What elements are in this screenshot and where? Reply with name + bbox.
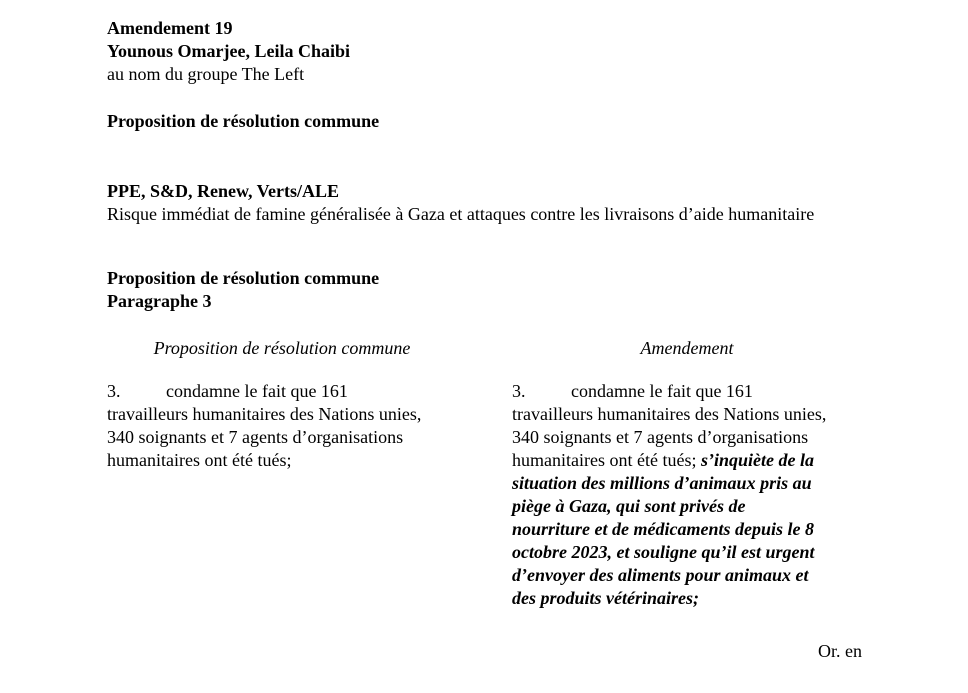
unchanged-text: humanitaires ont été tués; xyxy=(512,450,701,470)
amendment-group: au nom du groupe The Left xyxy=(107,64,305,84)
amendment-text-column xyxy=(512,380,862,610)
amendment-authors: Younous Omarjee, Leila Chaibi xyxy=(107,41,351,61)
original-text-column xyxy=(107,380,457,472)
paragraph-number: 3. xyxy=(107,381,121,401)
added-text-line: situation des millions d’animaux pris au xyxy=(512,473,812,493)
amendment-title: Amendement 19 xyxy=(107,18,233,38)
original-line: travailleurs humanitaires des Nations unies, xyxy=(107,404,422,424)
right-column-header: Amendement xyxy=(640,338,734,358)
amended-line xyxy=(512,380,862,403)
added-text-line: d’envoyer des aliments pour animaux et xyxy=(512,565,809,585)
political-groups: PPE, S&D, Renew, Verts/ALE xyxy=(107,181,340,201)
motion-heading: Proposition de résolution commune xyxy=(107,111,380,131)
added-text-line: des produits vétérinaires; xyxy=(512,588,699,608)
original-line: 340 soignants et 7 agents d’organisations xyxy=(107,427,404,447)
left-column-header: Proposition de résolution commune xyxy=(153,338,411,358)
original-language-note: Or. en xyxy=(818,641,862,661)
amended-line: travailleurs humanitaires des Nations unies, xyxy=(512,404,827,424)
added-text: s’inquiète de la xyxy=(700,450,814,470)
amendment-header xyxy=(107,17,867,86)
original-line xyxy=(107,380,457,403)
motion-subject: Risque immédiat de famine généralisée à Gaza et attaques contre les livraisons d’aide humanitaire xyxy=(107,204,815,224)
target-motion: Proposition de résolution commune xyxy=(107,268,380,288)
amendment-target xyxy=(107,267,867,313)
amended-line xyxy=(512,449,862,472)
paragraph-number: 3. xyxy=(512,381,526,401)
amended-line-text: condamne le fait que 161 xyxy=(571,381,753,401)
original-line: humanitaires ont été tués; xyxy=(107,450,292,470)
motion-details xyxy=(107,180,867,226)
added-text-line: octobre 2023, et souligne qu’il est urgent xyxy=(512,542,815,562)
added-text-line: piège à Gaza, qui sont privés de xyxy=(512,496,746,516)
original-line-text: condamne le fait que 161 xyxy=(166,381,348,401)
amended-line: 340 soignants et 7 agents d’organisations xyxy=(512,427,809,447)
target-paragraph: Paragraphe 3 xyxy=(107,291,212,311)
added-text-line: nourriture et de médicaments depuis le 8 xyxy=(512,519,815,539)
